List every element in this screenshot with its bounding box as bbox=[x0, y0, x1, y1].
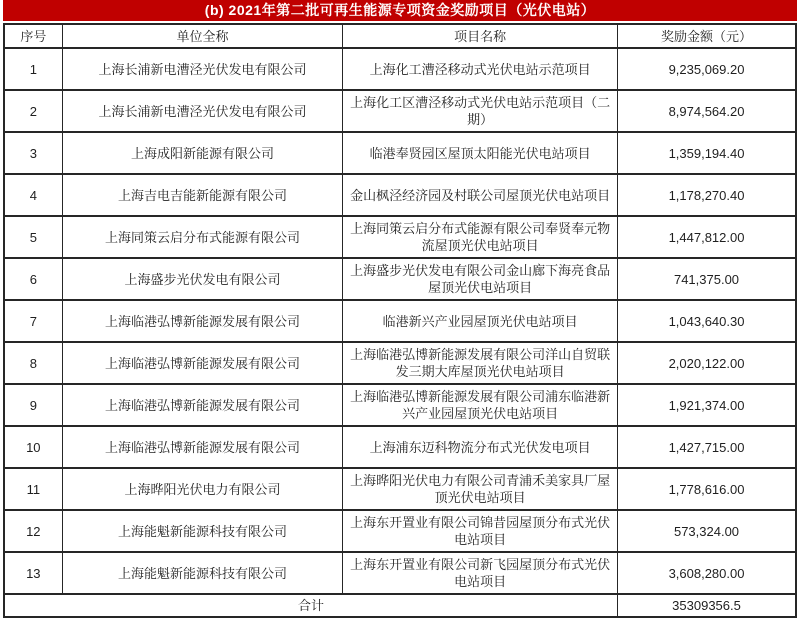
header-row bbox=[4, 24, 796, 48]
table-row bbox=[4, 90, 796, 132]
cell-seq: 2 bbox=[4, 90, 62, 132]
cell-company: 上海临港弘博新能源发展有限公司 bbox=[62, 300, 343, 342]
table-row bbox=[4, 426, 796, 468]
cell-amount: 9,235,069.20 bbox=[618, 48, 796, 90]
col-header-amount: 奖励金额（元） bbox=[618, 24, 796, 48]
cell-project: 临港新兴产业园屋顶光伏电站项目 bbox=[343, 300, 618, 342]
table-row bbox=[4, 48, 796, 90]
total-row bbox=[4, 594, 796, 617]
table-row bbox=[4, 342, 796, 384]
table-row bbox=[4, 300, 796, 342]
table-row bbox=[4, 510, 796, 552]
cell-seq: 3 bbox=[4, 132, 62, 174]
cell-amount: 1,427,715.00 bbox=[618, 426, 796, 468]
table-row bbox=[4, 174, 796, 216]
cell-company: 上海吉电吉能新能源有限公司 bbox=[62, 174, 343, 216]
award-table bbox=[3, 23, 797, 618]
cell-seq: 5 bbox=[4, 216, 62, 258]
cell-amount: 2,020,122.00 bbox=[618, 342, 796, 384]
table-row bbox=[4, 384, 796, 426]
cell-seq: 7 bbox=[4, 300, 62, 342]
cell-amount: 1,359,194.40 bbox=[618, 132, 796, 174]
cell-seq: 13 bbox=[4, 552, 62, 594]
cell-project: 临港奉贤园区屋顶太阳能光伏电站项目 bbox=[343, 132, 618, 174]
cell-project: 上海东开置业有限公司锦昔园屋顶分布式光伏电站项目 bbox=[343, 510, 618, 552]
total-amount: 35309356.5 bbox=[618, 594, 796, 617]
cell-amount: 1,921,374.00 bbox=[618, 384, 796, 426]
cell-amount: 1,178,270.40 bbox=[618, 174, 796, 216]
cell-project: 上海化工漕泾移动式光伏电站示范项目 bbox=[343, 48, 618, 90]
col-header-company: 单位全称 bbox=[62, 24, 343, 48]
cell-company: 上海长浦新电漕泾光伏发电有限公司 bbox=[62, 90, 343, 132]
cell-seq: 11 bbox=[4, 468, 62, 510]
table-row bbox=[4, 216, 796, 258]
cell-company: 上海能魁新能源科技有限公司 bbox=[62, 510, 343, 552]
cell-seq: 4 bbox=[4, 174, 62, 216]
cell-project: 上海盛步光伏发电有限公司金山廊下海亮食品屋顶光伏电站项目 bbox=[343, 258, 618, 300]
cell-company: 上海临港弘博新能源发展有限公司 bbox=[62, 426, 343, 468]
cell-amount: 573,324.00 bbox=[618, 510, 796, 552]
cell-project: 上海浦东迈科物流分布式光伏发电项目 bbox=[343, 426, 618, 468]
col-header-seq: 序号 bbox=[4, 24, 62, 48]
table-header bbox=[4, 24, 796, 48]
cell-company: 上海临港弘博新能源发展有限公司 bbox=[62, 342, 343, 384]
cell-amount: 1,447,812.00 bbox=[618, 216, 796, 258]
col-header-project: 项目名称 bbox=[343, 24, 618, 48]
cell-company: 上海临港弘博新能源发展有限公司 bbox=[62, 384, 343, 426]
cell-seq: 1 bbox=[4, 48, 62, 90]
cell-project: 上海临港弘博新能源发展有限公司浦东临港新兴产业园屋顶光伏电站项目 bbox=[343, 384, 618, 426]
total-label: 合计 bbox=[4, 594, 618, 617]
cell-amount: 3,608,280.00 bbox=[618, 552, 796, 594]
cell-amount: 741,375.00 bbox=[618, 258, 796, 300]
table-body bbox=[4, 48, 796, 594]
table-row bbox=[4, 258, 796, 300]
cell-project: 上海东开置业有限公司新飞园屋顶分布式光伏电站项目 bbox=[343, 552, 618, 594]
cell-amount: 8,974,564.20 bbox=[618, 90, 796, 132]
table-row bbox=[4, 132, 796, 174]
cell-company: 上海成阳新能源有限公司 bbox=[62, 132, 343, 174]
cell-company: 上海能魁新能源科技有限公司 bbox=[62, 552, 343, 594]
cell-project: 上海晔阳光伏电力有限公司青浦禾美家具厂屋顶光伏电站项目 bbox=[343, 468, 618, 510]
cell-company: 上海同策云启分布式能源有限公司 bbox=[62, 216, 343, 258]
cell-seq: 8 bbox=[4, 342, 62, 384]
cell-company: 上海盛步光伏发电有限公司 bbox=[62, 258, 343, 300]
cell-project: 上海临港弘博新能源发展有限公司洋山自贸联发三期大库屋顶光伏电站项目 bbox=[343, 342, 618, 384]
cell-project: 上海化工区漕泾移动式光伏电站示范项目（二期） bbox=[343, 90, 618, 132]
table-title: (b) 2021年第二批可再生能源专项资金奖励项目（光伏电站） bbox=[3, 0, 797, 21]
cell-seq: 10 bbox=[4, 426, 62, 468]
cell-company: 上海长浦新电漕泾光伏发电有限公司 bbox=[62, 48, 343, 90]
cell-seq: 9 bbox=[4, 384, 62, 426]
cell-project: 金山枫泾经济园及村联公司屋顶光伏电站项目 bbox=[343, 174, 618, 216]
cell-seq: 12 bbox=[4, 510, 62, 552]
table-footer bbox=[4, 594, 796, 617]
cell-project: 上海同策云启分布式能源有限公司奉贤奉元物流屋顶光伏电站项目 bbox=[343, 216, 618, 258]
cell-amount: 1,778,616.00 bbox=[618, 468, 796, 510]
table-row bbox=[4, 468, 796, 510]
cell-company: 上海晔阳光伏电力有限公司 bbox=[62, 468, 343, 510]
table-row bbox=[4, 552, 796, 594]
cell-seq: 6 bbox=[4, 258, 62, 300]
cell-amount: 1,043,640.30 bbox=[618, 300, 796, 342]
